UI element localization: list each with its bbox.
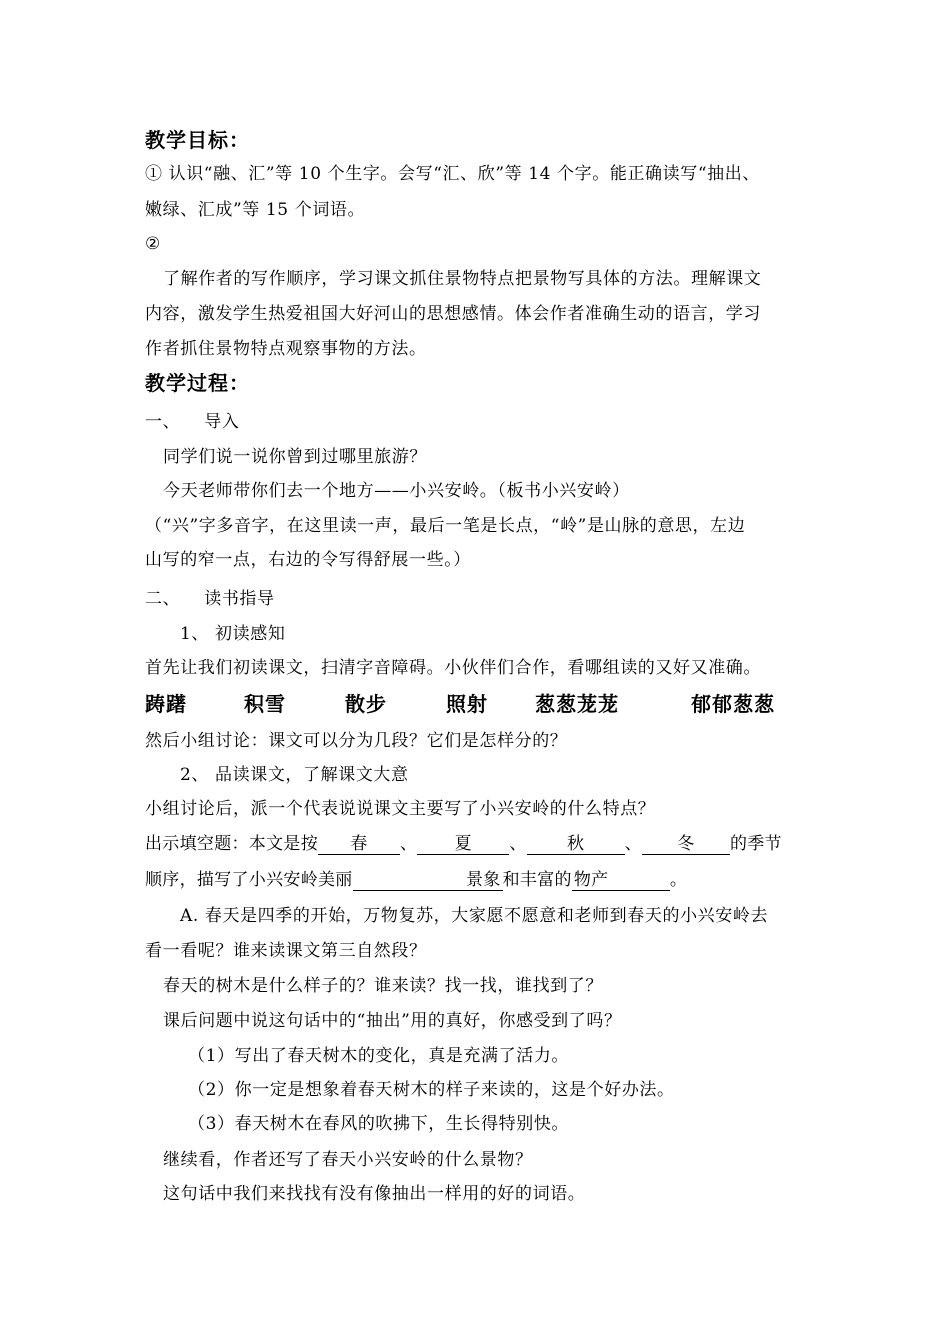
goal-2-line-3: 作者抓住景物特点观察事物的方法。 [145, 339, 427, 359]
vocab-word: 郁郁葱葱 [691, 692, 775, 716]
section-1-title: 一、 导入 [145, 412, 240, 432]
part-a-line-1: A. 春天是四季的开始，万物复苏，大家愿不愿意和老师到春天的小兴安岭去 [180, 906, 769, 926]
question-2: 课后问题中说这句话中的“抽出”用的真好，你感受到了吗？ [163, 1011, 622, 1031]
goal-2-line-2: 内容，激发学生热爱祖国大好河山的思想感情。体会作者准确生动的语言，学习 [145, 304, 761, 324]
vocabulary-row [145, 692, 805, 718]
question-3: 继续看，作者还写了春天小兴安岭的什么景物？ [163, 1150, 533, 1170]
process-heading: 教学过程： [145, 371, 250, 395]
subsection-2-paragraph-1: 小组讨论后，派一个代表说说课文主要写了小兴安岭的什么特点？ [145, 799, 656, 819]
blank-autumn: 秋 [527, 834, 625, 855]
answer-3: （3）春天树木在春风的吹拂下，生长得特别快。 [188, 1114, 570, 1134]
vocab-word: 踌躇 [145, 692, 187, 716]
goal-1-line-2: 嫩绿、汇成”等 15 个词语。 [145, 200, 366, 220]
subsection-2-title: 2、 品读课文，了解课文大意 [180, 765, 409, 785]
fill-line-2-prefix: 顺序，描写了小兴安岭美丽 [145, 870, 353, 890]
vocab-word: 积雪 [244, 692, 286, 716]
answer-2: （2）你一定是想象着春天树木的样子来读的，这是个好办法。 [188, 1080, 675, 1100]
section-1-note-line-1: （“兴”字多音字，在这里读一声，最后一笔是长点，“岭”是山脉的意思，左边 [145, 516, 746, 536]
goal-2-line-1: 了解作者的写作顺序，学习课文抓住景物特点把景物写具体的方法。理解课文 [163, 269, 762, 289]
section-1-paragraph-2: 今天老师带你们去一个地方——小兴安岭。（板书小兴安岭） [163, 481, 630, 501]
fill-separator: 、 [624, 834, 642, 854]
fill-prefix: 出示填空题：本文是按 [145, 834, 318, 854]
fill-suffix: 的季节 [729, 834, 782, 854]
question-4: 这句话中我们来找找有没有像抽出一样用的好的词语。 [163, 1184, 586, 1204]
section-1-note-line-2: 山写的窄一点，右边的令写得舒展一些。） [145, 550, 471, 570]
subsection-1-paragraph-2: 然后小组讨论：课文可以分为几段？它们是怎样分的？ [145, 731, 568, 751]
question-1: 春天的树木是什么样子的？谁来读？找一找，谁找到了？ [163, 976, 603, 996]
goals-heading: 教学目标： [145, 128, 250, 152]
subsection-1-title: 1、 初读感知 [180, 624, 286, 644]
blank-winter: 冬 [642, 834, 730, 855]
blank-scenery: 景象 [353, 870, 503, 891]
fill-in-blank-line-1 [145, 833, 782, 855]
section-1-paragraph-1: 同学们说一说你曾到过哪里旅游？ [163, 447, 427, 467]
fill-separator: 、 [400, 834, 418, 854]
blank-products: 物产 [572, 870, 670, 891]
answer-1: （1）写出了春天树木的变化，真是充满了活力。 [188, 1046, 570, 1066]
fill-line-2-mid: 和丰富的 [502, 870, 572, 890]
vocab-word: 照射 [446, 692, 488, 716]
goal-1-line-1: ① 认识“融、汇”等 10 个生字。会写“汇、欣”等 14 个字。能正确读写“抽出、 [145, 164, 760, 184]
fill-line-2-end: 。 [669, 870, 688, 890]
subsection-1-paragraph-1: 首先让我们初读课文，扫清字音障碍。小伙伴们合作，看哪组读的又好又准确。 [145, 658, 761, 678]
fill-separator: 、 [509, 834, 527, 854]
blank-spring: 春 [318, 834, 400, 855]
vocab-word: 葱葱茏茏 [535, 692, 619, 716]
blank-summer: 夏 [417, 834, 509, 855]
goal-2-marker: ② [145, 234, 161, 254]
fill-in-blank-line-2 [145, 869, 687, 891]
part-a-line-2: 看一看呢？谁来读课文第三自然段？ [145, 941, 427, 961]
vocab-word: 散步 [345, 692, 387, 716]
section-2-title: 二、 读书指导 [145, 589, 275, 609]
